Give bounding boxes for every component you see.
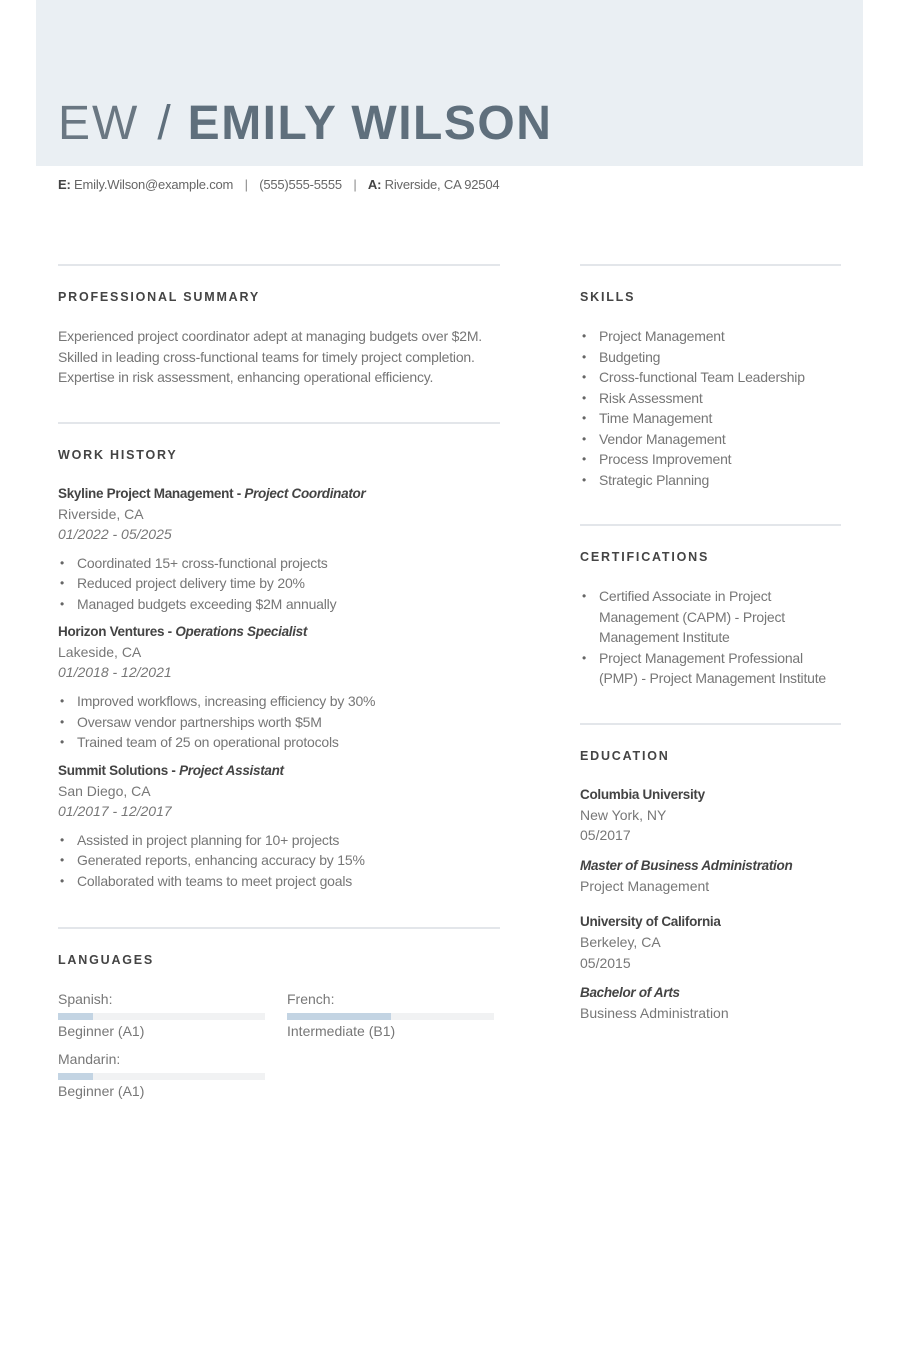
list-item: • Project Management: [580, 326, 841, 347]
list-item: • Cross-functional Team Leadership: [580, 367, 841, 388]
certifications-list: [580, 586, 841, 689]
list-item: • Strategic Planning: [580, 470, 841, 491]
language-item: [58, 989, 265, 1041]
section-divider: [580, 723, 841, 725]
graduation-date: 05/2017: [580, 827, 631, 843]
job-entry: [58, 622, 500, 753]
list-item: • Reduced project delivery time by 20%: [58, 573, 500, 594]
proficiency-bar: [58, 1013, 265, 1020]
list-item: • Managed budgets exceeding $2M annually: [58, 594, 500, 615]
section-title: LANGUAGES: [58, 953, 155, 967]
degree-name: Master of Business Administration: [580, 857, 793, 873]
email-link[interactable]: Emily.Wilson@example.com: [74, 177, 234, 192]
proficiency-fill: [58, 1013, 93, 1020]
language-level: Intermediate (B1): [287, 1023, 396, 1039]
language-level: Beginner (A1): [58, 1083, 145, 1099]
summary-section: [58, 264, 500, 388]
email-label: E:: [58, 177, 71, 192]
full-name: EMILY WILSON: [187, 97, 553, 150]
section-title: SKILLS: [580, 290, 636, 304]
section-divider: [58, 264, 500, 266]
proficiency-fill: [58, 1073, 93, 1080]
education-entry: [580, 912, 841, 1024]
languages-section: [58, 927, 500, 1101]
list-item: • Trained team of 25 on operational protocols: [58, 732, 500, 753]
list-item: • Time Management: [580, 408, 841, 429]
job-role: Project Assistant: [179, 762, 284, 778]
name-separator: /: [157, 97, 172, 150]
address-label: A:: [367, 177, 382, 192]
contact-line: [58, 177, 499, 192]
proficiency-bar: [287, 1013, 494, 1020]
job-heading: [58, 761, 500, 781]
list-item: • Assisted in project planning for 10+ projects: [58, 830, 500, 851]
heading-dash: -: [164, 624, 176, 639]
company-name: Skyline Project Management: [58, 485, 234, 501]
company-name: Summit Solutions: [58, 762, 168, 778]
languages-grid: [58, 989, 500, 1101]
proficiency-fill: [287, 1013, 391, 1020]
job-heading: [58, 622, 500, 642]
section-title: WORK HISTORY: [58, 447, 178, 462]
resume-name-heading: [58, 96, 552, 152]
field-of-study: Business Administration: [580, 1005, 729, 1021]
right-column: [580, 264, 841, 1040]
field-of-study: Project Management: [580, 877, 710, 894]
list-item: • Improved workflows, increasing efficiency by 30%: [58, 691, 500, 712]
proficiency-bar: [58, 1073, 265, 1080]
language-item: [58, 1049, 265, 1101]
heading-dash: -: [233, 485, 245, 501]
address: Riverside, CA 92504: [384, 177, 500, 192]
job-entry: [58, 484, 500, 615]
school-location: Berkeley, CA: [580, 934, 661, 950]
skills-section: [580, 264, 841, 490]
list-item: • Oversaw vendor partnerships worth $5M: [58, 712, 500, 733]
education-entry: [580, 785, 841, 897]
job-bullets: [58, 830, 500, 892]
job-dates: 01/2022 - 05/2025: [58, 525, 172, 542]
job-role: Project Coordinator: [244, 485, 366, 501]
job-location: San Diego, CA: [58, 782, 151, 799]
section-title: CERTIFICATIONS: [580, 550, 710, 564]
name-initials: EW: [58, 97, 140, 150]
list-item: • Budgeting: [580, 347, 841, 368]
skills-list: [580, 326, 841, 490]
section-title: PROFESSIONAL SUMMARY: [58, 290, 260, 304]
certifications-section: [580, 524, 841, 689]
job-heading: [58, 484, 500, 504]
work-history-section: [58, 422, 500, 892]
graduation-date: 05/2015: [580, 954, 631, 971]
language-name: French:: [287, 991, 335, 1007]
section-title: EDUCATION: [580, 748, 670, 763]
job-bullets: [58, 553, 500, 615]
job-dates: 01/2018 - 12/2021: [58, 664, 172, 680]
job-entry: [58, 761, 500, 892]
list-item: • Generated reports, enhancing accuracy by 15%: [58, 850, 500, 871]
list-item: • Project Management Professional (PMP) - Project Management Institute: [580, 648, 841, 689]
heading-dash: -: [167, 762, 180, 778]
section-divider: [580, 264, 841, 266]
job-role: Operations Specialist: [175, 624, 308, 639]
language-item: [287, 989, 494, 1041]
language-level: Beginner (A1): [58, 1023, 145, 1039]
list-item: • Process Improvement: [580, 449, 841, 470]
list-item: • Collaborated with teams to meet project goals: [58, 871, 500, 892]
school-name: Columbia University: [580, 786, 705, 802]
list-item: • Vendor Management: [580, 429, 841, 450]
list-item: • Coordinated 15+ cross-functional projects: [58, 553, 500, 574]
summary-text: Experienced project coordinator adept at managing budgets over $2M. Skilled in leading cross-functional teams for timely project completion. Expertise in risk assessment, enhancing operational efficiency.: [58, 328, 482, 385]
school-location: New York, NY: [580, 806, 667, 823]
job-dates: 01/2017 - 12/2017: [58, 802, 172, 819]
phone-number[interactable]: (555)555-5555: [259, 177, 342, 192]
section-divider: [58, 927, 500, 929]
job-location: Lakeside, CA: [58, 644, 142, 660]
section-divider: [580, 524, 841, 526]
left-column: [58, 264, 500, 1101]
language-name: Mandarin:: [58, 1051, 121, 1067]
list-item: • Certified Associate in Project Management (CAPM) - Project Management Institute: [580, 586, 841, 648]
contact-divider: |: [353, 177, 357, 192]
language-name: Spanish:: [58, 991, 113, 1007]
list-item: • Risk Assessment: [580, 388, 841, 409]
company-name: Horizon Ventures: [58, 624, 165, 639]
education-section: [580, 723, 841, 1024]
school-name: University of California: [580, 914, 721, 929]
job-location: Riverside, CA: [58, 505, 144, 522]
degree-name: Bachelor of Arts: [580, 985, 680, 1000]
job-bullets: [58, 691, 500, 753]
contact-divider: |: [244, 177, 248, 192]
section-divider: [58, 422, 500, 424]
